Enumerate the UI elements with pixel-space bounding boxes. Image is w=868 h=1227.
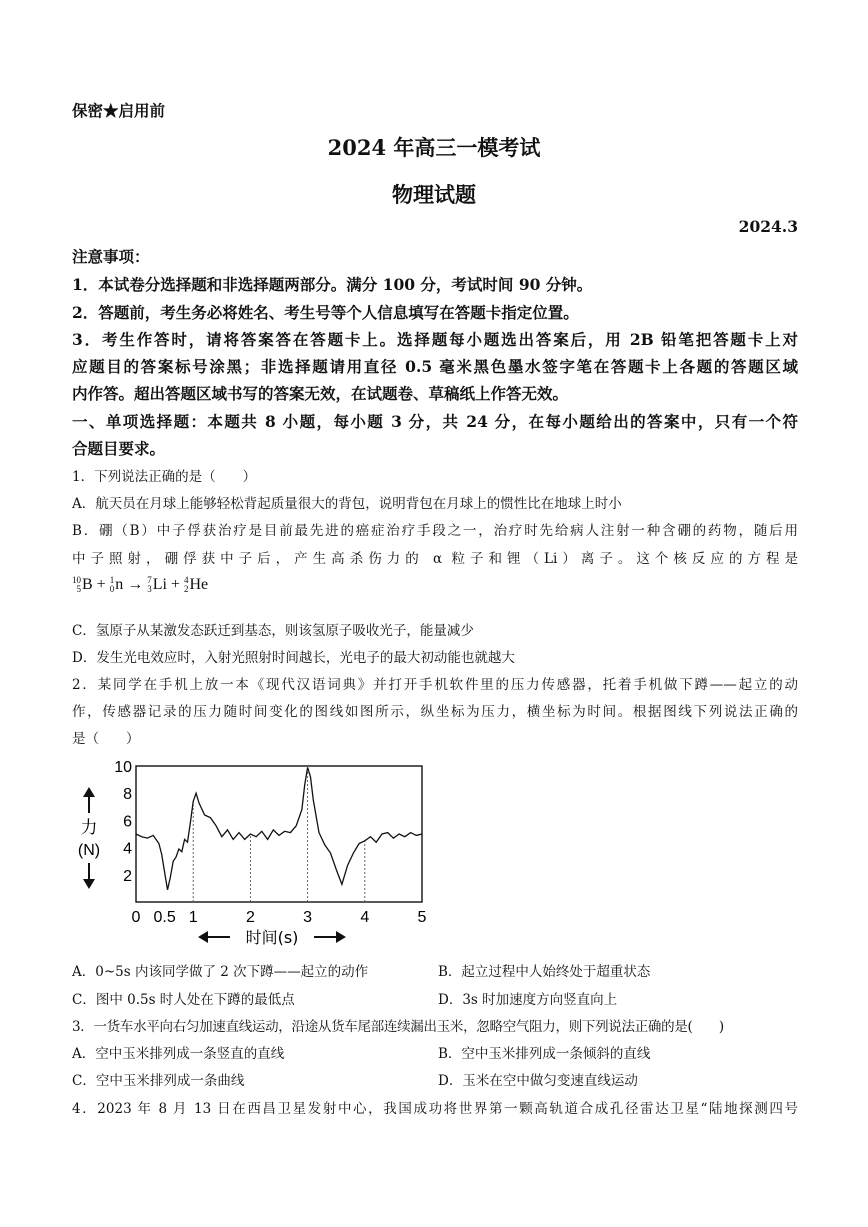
q2-option-b: B．起立过程中人始终处于超重状态: [438, 964, 651, 980]
q2-option-d: D．3s 时加速度方向竖直向上: [438, 992, 618, 1008]
y-tick-label: 2: [123, 867, 132, 885]
q4-stem-line-1: 4．2023 年 8 月 13 日在西昌卫星发射中心，我国成功将世界第一颗高轨道合成孔径雷达卫星“陆地探测四号: [72, 1101, 798, 1117]
force-series-line: [136, 767, 422, 889]
y-axis-unit: (N): [77, 842, 101, 859]
y-tick-label: 8: [123, 786, 132, 804]
q2-option-c: C．图中 0.5s 时人处在下蹲的最低点: [72, 992, 295, 1008]
x-right-arrow-head: [336, 931, 346, 943]
x-tick-label: 0: [131, 909, 141, 926]
q3-stem: 3．一货车水平向右匀加速直线运动，沿途从货车尾部连续漏出玉米，忽略空气阻力，则下列说法正确的是( ): [72, 1019, 724, 1035]
q3-option-b: B．空中玉米排列成一条倾斜的直线: [438, 1046, 651, 1062]
exam-title: 2024 年高三一模考试: [327, 135, 541, 160]
notice-item-3-line-2: 应题目的答案标号涂黑；非选择题请用直径 0.5 毫米黑色墨水签字笔在答题卡上各题的答题区域: [72, 357, 798, 376]
q3-option-a: A．空中玉米排列成一条竖直的直线: [72, 1046, 285, 1062]
q3-option-d: D．玉米在空中做匀变速直线运动: [438, 1073, 638, 1089]
q2-stem-line-3: 是（ ）: [72, 731, 140, 747]
notice-item-1: 1．本试卷分选择题和非选择题两部分。满分 100 分，考试时间 90 分钟。: [72, 275, 593, 294]
q3-option-c: C．空中玉米排列成一条曲线: [72, 1073, 245, 1089]
q1-option-a: A．航天员在月球上能够轻松背起质量很大的背包，说明背包在月球上的惯性比在地球上时小: [72, 496, 622, 512]
x-tick-label: 2: [245, 909, 255, 926]
nuclear-equation: 10 5B + 1 0n → 7 3Li + 4 2He: [72, 575, 209, 595]
section-heading-line-1: 一、单项选择题：本题共 8 小题，每小题 3 分，共 24 分，在每小题给出的答案中，只有一个符: [72, 412, 798, 431]
q1-option-b-line-1: B．硼（B）中子俘获治疗是目前最先进的癌症治疗手段之一，治疗时先给病人注射一种含硼的药物，随后用: [72, 523, 798, 539]
q1-option-c: C．氢原子从某激发态跃迁到基态，则该氢原子吸收光子，能量减少: [72, 623, 474, 639]
q2-option-a: A．0~5s 内该同学做了 2 次下蹲——起立的动作: [72, 964, 369, 980]
exam-date: 2024.3: [738, 217, 798, 236]
x-tick-label: 1: [188, 909, 198, 926]
notice-item-3-line-1: 3．考生作答时，请将答案答在答题卡上。选择题每小题选出答案后，用 2B 铅笔把答题卡上对: [72, 330, 798, 349]
notice-item-3-line-3: 内作答。超出答题区域书写的答案无效，在试题卷、草稿纸上作答无效。: [72, 384, 569, 403]
q2-stem-line-1: 2．某同学在手机上放一本《现代汉语词典》并打开手机软件里的压力传感器，托着手机做下蹲——起立的动: [72, 677, 798, 693]
y-tick-label: 10: [114, 759, 132, 776]
y-up-arrow-head: [83, 787, 95, 797]
q2-stem-line-2: 作，传感器记录的压力随时间变化的图线如图所示，纵坐标为压力，横坐标为时间。根据图线下列说法正确的: [72, 704, 798, 720]
q1-option-b-line-2: 中子照射，硼俘获中子后，产生高杀伤力的 α 粒子和锂（Li）离子。这个核反应的方程是: [72, 551, 798, 567]
section-heading-line-2: 合题目要求。: [72, 439, 166, 458]
x-left-arrow-head: [198, 931, 208, 943]
y-down-arrow-head: [83, 879, 95, 889]
q1-option-d: D．发生光电效应时，入射光照射时间越长，光电子的最大初动能也就越大: [72, 650, 515, 666]
y-axis-label: 力: [80, 818, 98, 838]
notice-heading: 注意事项：: [72, 247, 150, 266]
force-time-chart: [70, 755, 440, 953]
subject-title: 物理试题: [392, 182, 476, 207]
q1-stem: 1．下列说法正确的是（ ）: [72, 469, 257, 485]
notice-item-2: 2．答题前，考生务必将姓名、考生号等个人信息填写在答题卡指定位置。: [72, 303, 579, 322]
plot-frame: [136, 766, 422, 902]
x-tick-label: 4: [360, 909, 370, 926]
x-axis-label: 时间(s): [245, 928, 299, 947]
y-tick-label: 4: [123, 840, 132, 858]
x-tick-label: 3: [303, 909, 313, 926]
x-tick-label: 5: [417, 909, 427, 926]
y-tick-label: 6: [123, 813, 132, 831]
secret-mark: 保密★启用前: [72, 101, 166, 120]
x-tick-label: 0.5: [153, 909, 176, 926]
